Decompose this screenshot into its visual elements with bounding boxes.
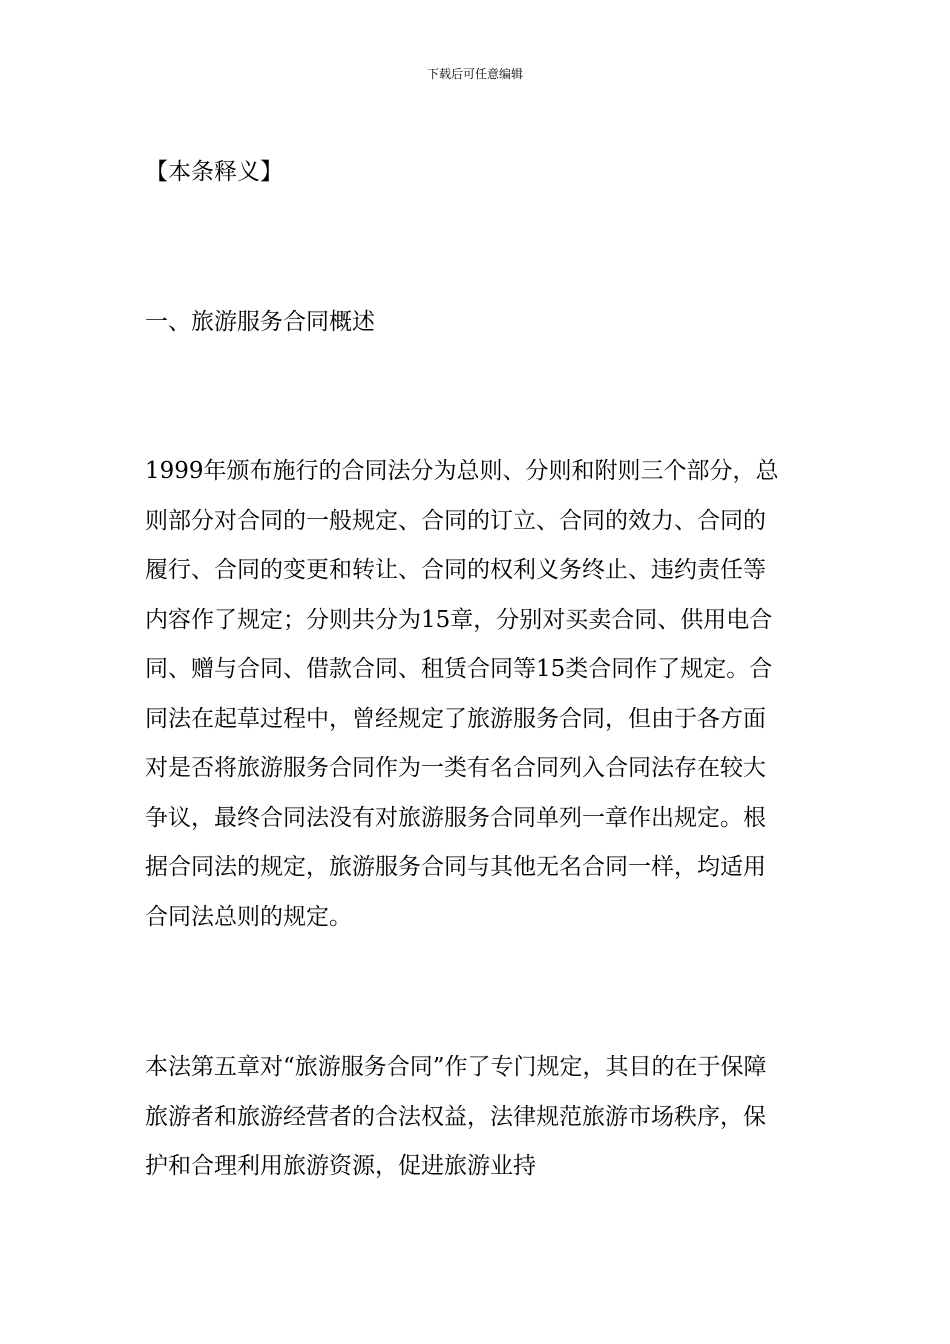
- paragraph-line: 对是否将旅游服务合同作为一类有名合同列入合同法存在较大: [145, 755, 766, 781]
- paragraph-line: 据合同法的规定，旅游服务合同与其他无名合同一样，均适用: [145, 854, 766, 880]
- paragraph-line: 内容作了规定；分则共分为15章，分别对买卖合同、供用电合: [145, 606, 773, 633]
- paragraph-line: 合同法总则的规定。: [145, 903, 352, 930]
- page-header: 下载后可任意编辑: [426, 67, 523, 81]
- paragraph-1: [145, 447, 805, 942]
- paragraph-2: [145, 1043, 805, 1192]
- paragraph-line: 则部分对合同的一般规定、合同的订立、合同的效力、合同的: [145, 507, 766, 534]
- paragraph-line: 争议，最终合同法没有对旅游服务合同单列一章作出规定。根: [145, 804, 766, 831]
- section-label-block: [145, 148, 805, 198]
- section-label: 【本条释义】: [145, 159, 283, 185]
- paragraph-line: 护和合理利用旅游资源，促进旅游业持: [145, 1153, 536, 1179]
- paragraph-line: 同法在起草过程中，曾经规定了旅游服务合同，但由于各方面: [145, 705, 766, 732]
- paragraph-line: 1999年颁布施行的合同法分为总则、分则和附则三个部分，总: [145, 458, 779, 484]
- paragraph-line: 同、赠与合同、借款合同、租赁合同等15类合同作了规定。合: [145, 656, 773, 682]
- section-heading: 一、旅游服务合同概述: [145, 309, 375, 335]
- paragraph-line: 履行、合同的变更和转让、合同的权利义务终止、违约责任等: [145, 557, 766, 583]
- paragraph-line: 旅游者和旅游经营者的合法权益，法律规范旅游市场秩序，保: [145, 1103, 766, 1130]
- heading-block: [145, 298, 805, 348]
- paragraph-line: 本法第五章对“旅游服务合同”作了专门规定，其目的在于保障: [145, 1054, 767, 1080]
